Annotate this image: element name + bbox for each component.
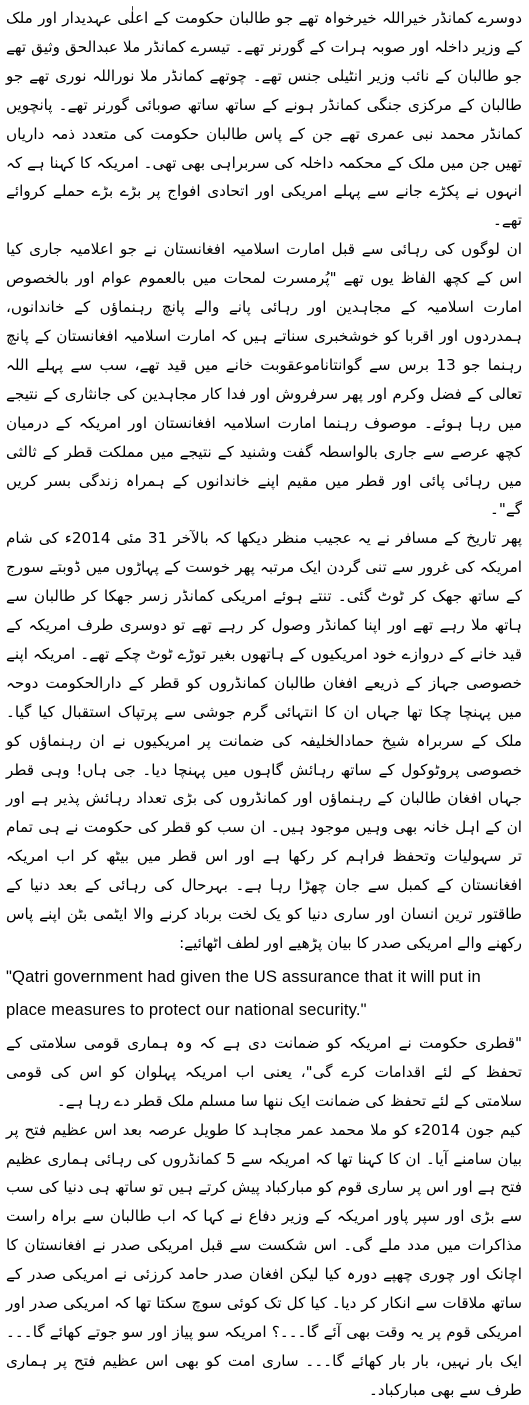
paragraph-emirate-statement: ان لوگوں کی رہائی سے قبل امارت اسلامیہ افغانستان نے جو اعلامیہ جاری کیا اس کے کچھ الفاظ یوں تھے "پُرمسرت لمحات میں بالعموم عوام اور بالخصوص امارت اسلامیہ کے مجاہدین اور رہائی پانے والے پانچ رہنماؤں کے خاندانوں، ہمدردوں اور اقربا کو خوشخبری سناتے ہیں کہ امارت اسلامیہ افغانستان کے پانچ رہنما جو 13 برس سے گوانتاناموعقوبت خانے میں قید تھے، سب سے پہلے اللہ تعالی کے فضل وکرم اور پھر سرفروش اور فدا کار مجاہدین کی جانثاری کے نتیجے میں رہا ہوئے۔ موصوف رہنما امارت اسلامیہ افغانستان اور امریکہ کے درمیان کچھ عرصے سے جاری بالواسطہ گفت وشنید کے نتیجے میں مملکت قطر کے ثالثی میں رہائی پائی اور قطر میں مقیم اپنے خاندانوں کے ہمراہ زندگی بسر کریں گے"۔ <box>6 240 522 519</box>
paragraph-commanders: دوسرے کمانڈر خیراللہ خیرخواہ تھے جو طالبان حکومت کے اعلٰی عہدیدار اور ملک کے وزیر داخلہ اور صوبہ ہرات کے گورنر تھے۔ تیسرے کمانڈر ملا عبدالحق وثیق تھے جو طالبان کے نائب وزیر انٹیلی جنس تھے۔ چوتھے کمانڈر ملا نوراللہ نوری تھے جو طالبان کے مرکزی جنگی کمانڈر ہونے کے ساتھ ساتھ صوبائی گورنر تھے۔ پانچویں کمانڈر محمد نبی عمری تھے جن کے پاس طالبان حکومت کی متعدد ذمہ داریاں تھیں جن میں ملک کے محکمہ داخلہ کی سربراہی بھی تھی۔ امریکہ کا کہنا ہے کہ انہوں نے پکڑے جانے سے پہلے امریکی اور اتحادی افواج پر بڑے بڑے حملے کروائے تھے۔ <box>6 9 522 230</box>
english-quote: "Qatri government had given the US assurance that it will put in place measures to protect our national security." <box>6 966 481 1019</box>
paragraph-mullah-omar-statement: کیم جون 2014ء کو ملا محمد عمر مجاہد کا طویل عرصہ بعد اس عظیم فتح پر بیان سامنے آیا۔ ان کا کہنا تھا کہ امریکہ سے 5 کمانڈروں کی رہائی ہماری عظیم فتح ہے اور اس پر ساری قوم کو مبارکباد پیش کرتے ہیں تو ساتھ ہی دنیا کی سب سے بڑی اور سپر پاور امریکہ کے وزیر دفاع نے کہا کہ اب طالبان سے براہ راست مذاکرات میں مدد ملے گی۔ اس شکست سے قبل امریکی صدر نے افغانستان کا اچانک اور چوری چھپے دورہ کیا لیکن افغان صدر حامد کرزئی نے امریکی صدر کے ساتھ ملاقات سے انکار کر دیا۔ کیا کل تک کوئی سوچ سکتا تھا کہ امریکی صدر اور امریکی قوم پر یہ وقت بھی آئے گا۔۔۔؟ امریکہ سو پیاز اور سو جوتے کھائے گا۔۔۔ ایک بار نہیں، بار بار کھائے گا۔۔۔ ساری امت کو بھی اس عظیم فتح پر ہماری طرف سے بھی مبارکباد۔ <box>6 1120 523 1399</box>
paragraph-release-in-qatar: پھر تاریخ کے مسافر نے یہ عجیب منظر دیکھا کہ بالآخر 31 مئی 2014ء کی شام امریکہ کی غرور سے تنی گردن ایک مرتبہ پھر خوست کے پہاڑوں میں ڈوبتے سورج کے ساتھ جھک کر ٹوٹ گئی۔ تنتے ہوئے امریکی کمانڈر زسر جھکا کر طالبان سے ہاتھ ملا رہے تھے اور اپنا کمانڈر وصول کر رہے تھے تو دوسری طرف امریکہ کے قید خانے کے دروازے خود امریکیوں کے ہاتھوں بغیر توڑے ٹوٹ چکے تھے۔ امریکہ اپنے خصوصی جہاز کے ذریعے افغان طالبان کمانڈروں کو قطر کے دارالحکومت دوحہ میں پہنچا چکا تھا جہاں ان کا انتہائی گرم جوشی سے پرتپاک استقبال کیا گیا۔ ملک کے سربراہ شیخ حمادالخلیفہ کی ضمانت پر امریکیوں نے ان رہنماؤں کو خصوصی پروٹوکول کے ساتھ رہائش گاہوں میں پہنچا دیا۔ جی ہاں! وہی قطر جہاں افغان طالبان کے رہنماؤں اور کمانڈروں کی بڑی تعداد رہائش پذیر ہے اور ان کے اہل خانہ بھی وہیں موجود ہیں۔ ان سب کو قطر کی حکومت نے ہی تمام تر سہولیات وتحفظ فراہم کر رکھا ہے اور اس قطر میں بیٹھ کر اب امریکہ افغانستان کے کمبل سے جان چھڑا رہا ہے۔ بہرحال کی رہائی کے بعد دنیا کے طاقتور ترین انسان اور ساری دنیا کو یک لخت برباد کرنے والا ایٹمی بٹن اپنے پاس رکھنے والے امریکی صدر کا بیان پڑھیے اور لطف اٹھائیے: <box>6 529 522 952</box>
paragraph-quote-translation: "قطری حکومت نے امریکہ کو ضمانت دی ہے کہ وہ ہماری قومی سلامتی کے تحفظ کے لئے اقدامات کرے گی"، یعنی اب امریکہ پہلوان کو اس کی قومی سلامتی کے لئے تحفظ کی ضمانت ایک ننھا سا مسلم ملک قطر دے رہا ہے۔ <box>6 1033 522 1110</box>
